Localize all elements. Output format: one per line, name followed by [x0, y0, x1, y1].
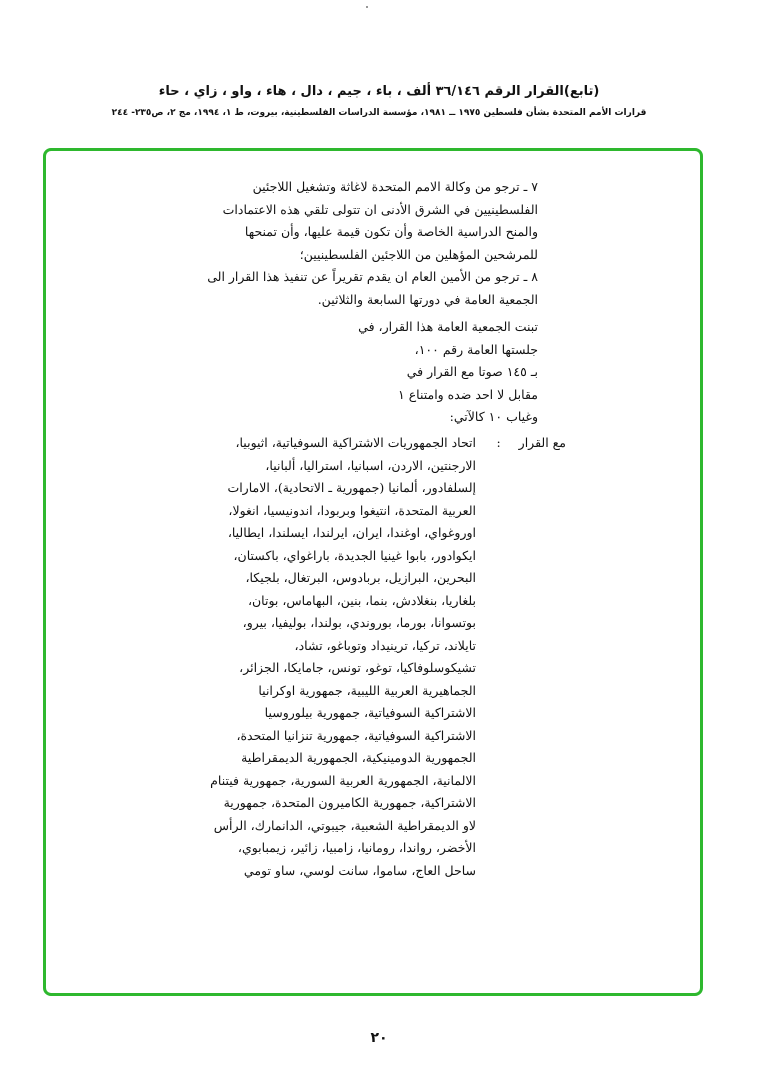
- adoption-line: مقابل لا احد ضده وامتناع ١: [398, 386, 538, 402]
- country-line: الالمانية، الجمهورية العربية السورية، جمهورية فيتنام: [210, 772, 476, 788]
- resolution-title: (تابع)القرار الرقم ٣٦/١٤٦ ألف ، باء ، جيم ، دال ، هاء ، واو ، زاي ، حاء: [158, 84, 600, 99]
- adoption-note: [318, 316, 538, 429]
- adoption-line: تبنت الجمعية العامة هذا القرار، في: [358, 319, 538, 334]
- in-favour-label-text: مع القرار: [518, 435, 566, 450]
- country-line: تشيكوسلوفاكيا، توغو، تونس، جامايكا، الجزائر،: [239, 660, 476, 675]
- adoption-line: بـ ١٤٥ صوتا مع القرار في: [406, 364, 538, 379]
- country-line: الاشتراكية، جمهورية الكاميرون المتحدة، جمهورية: [223, 795, 476, 810]
- country-line: تايلاند، تركيا، ترينيداد وتوباغو، تشاد،: [294, 637, 476, 653]
- paragraph-line: ٧ ـ ترجو من وكالة الامم المتحدة لاغاثة وتشغيل اللاجئين: [252, 179, 538, 194]
- paragraph-line: والمنح الدراسية الخاصة وأن تكون قيمة عليها، وأن تمنحها: [244, 224, 538, 239]
- paragraph-line: الجمعية العامة في دورتها السابعة والثلاثين.: [317, 291, 538, 307]
- paragraph-line: ٨ ـ ترجو من الأمين العام ان يقدم تقريراً عن تنفيذ هذا القرار الى: [207, 269, 538, 284]
- country-line: إلسلفادور، ألمانيا (جمهورية ـ الاتحادية)، الامارات: [227, 480, 476, 495]
- country-line: الارجنتين، الاردن، اسبانيا، استراليا، ألبانيا،: [265, 457, 476, 473]
- page-number: ٢٠: [370, 1030, 388, 1046]
- country-line: الأخضر، رواندا، رومانيا، زامبيا، زائير، زيمبابوي،: [237, 840, 476, 855]
- adoption-line: وغياب ١٠ كالآتي:: [449, 409, 538, 424]
- country-line: اتحاد الجمهوريات الاشتراكية السوفياتية، اثيوبيا،: [235, 435, 476, 450]
- country-line: الاشتراكية السوفياتية، جمهورية بيلوروسيا: [264, 705, 476, 720]
- adoption-line: جلستها العامة رقم ١٠٠،: [414, 341, 538, 357]
- scan-speck: [366, 6, 368, 8]
- source-citation: قرارات الأمم المتحدة بشأن فلسطين ١٩٧٥ ــ ١٩٨١، مؤسسة الدراسات الفلسطينية، بيروت، ط ١، ١٩٩٤، مج ٢، ص٢٣٥- ٢٤٤: [111, 108, 647, 118]
- paragraph-line: الفلسطينيين في الشرق الأدنى ان تتولى تلقي هذه الاعتمادات: [222, 201, 538, 217]
- country-line: بلغاريا، بنغلادش، بنما، بنين، البهاماس، بوتان،: [247, 592, 476, 608]
- country-line: اوروغواي، اوغندا، ايران، ايرلندا، ايسلندا، ايطاليا،: [227, 525, 476, 540]
- country-line: الجمهورية الدومينيكية، الجمهورية الديمقراطية: [241, 750, 476, 765]
- country-line: الاشتراكية السوفياتية، جمهورية تنزانيا المتحدة،: [236, 727, 476, 743]
- country-line: ايكوادور، بابوا غينيا الجديدة، باراغواي، باكستان،: [233, 547, 476, 563]
- paragraph-line: للمرشحين المؤهلين من اللاجئين الفلسطينيين؛: [299, 246, 538, 262]
- country-line: العربية المتحدة، انتيغوا وبربودا، اندونيسيا، انغولا،: [228, 502, 476, 518]
- country-line: ساحل العاج، ساموا، سانت لوسي، ساو تومي: [243, 862, 476, 878]
- in-favour-colon: :: [496, 435, 501, 450]
- in-favour-label: [496, 432, 566, 455]
- country-line: بوتسوانا، بورما، بوروندي، بولندا، بوليفيا، بيرو،: [242, 615, 476, 630]
- operative-paragraphs: [208, 176, 538, 311]
- country-line: البحرين، البرازيل، بربادوس، البرتغال، بلجيكا،: [245, 570, 476, 585]
- country-line: لاو الديمقراطية الشعبية، جيبوتي، الدانمارك، الرأس: [213, 817, 476, 833]
- country-line: الجماهيرية العربية الليبية، جمهورية اوكرانيا: [258, 682, 476, 698]
- in-favour-list: [186, 432, 476, 882]
